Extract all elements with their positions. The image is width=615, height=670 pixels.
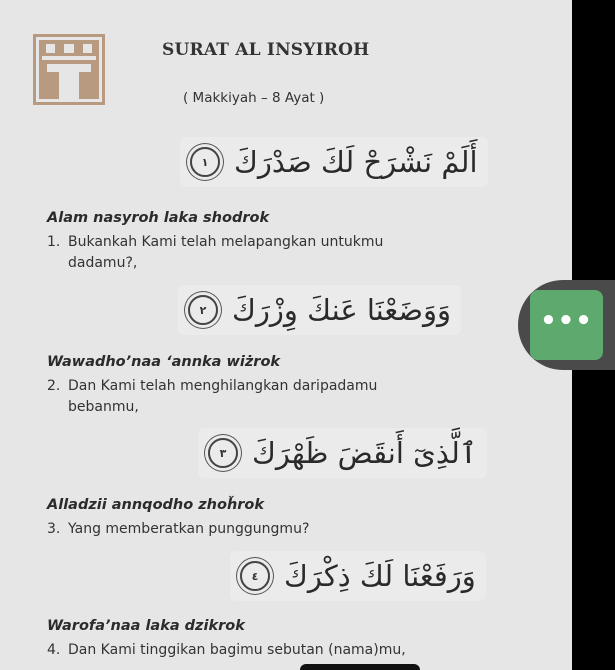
translation (47, 519, 463, 540)
arabic-verse (198, 428, 487, 478)
ayah-end-icon: ٤ (240, 561, 270, 591)
home-indicator[interactable] (300, 664, 420, 670)
translation-line: Bukankah Kami telah melapangkan untukmu (68, 234, 384, 250)
translation-line: bebanmu, (68, 399, 139, 415)
arabic-text: أَلَمْ نَشْرَحْ لَكَ صَدْرَكَ (234, 145, 478, 179)
page-title: SURAT AL INSYIROH (162, 40, 370, 60)
more-options-button[interactable] (530, 290, 603, 360)
verse-number: 4. (47, 642, 61, 658)
translation (47, 232, 463, 274)
arabic-verse (178, 285, 461, 335)
verse-number: 2. (47, 378, 61, 394)
ayah-end-icon: ٣ (208, 438, 238, 468)
more-dots-icon: ••• (540, 306, 593, 336)
translation-line: Dan Kami tinggikan bagimu sebutan (nama)mu, (68, 642, 406, 658)
surah-subtitle: ( Makkiyah – 8 Ayat ) (183, 90, 325, 106)
ayah-end-icon: ١ (190, 147, 220, 177)
translation-line: Dan Kami telah menghilangkan daripadamu (68, 378, 378, 394)
arabic-verse (180, 137, 488, 187)
translation (47, 640, 463, 661)
arabic-text: وَرَفَعْنَا لَكَ ذِكْرَكَ (284, 559, 476, 593)
translation-line: Yang memberatkan punggungmu? (68, 521, 310, 537)
arabic-text: ٱلَّذِىٓ أَنقَضَ ظَهْرَكَ (252, 436, 477, 470)
logo-icon (33, 34, 105, 105)
ayah-end-icon: ٢ (188, 295, 218, 325)
arabic-verse (230, 551, 486, 601)
translation-line: dadamu?, (68, 255, 138, 271)
latin-transliteration: Wawadho’naa ‘annka wiżrok (47, 354, 281, 370)
verse-number: 1. (47, 234, 61, 250)
translation (47, 376, 463, 418)
verse-number: 3. (47, 521, 61, 537)
latin-transliteration: Alam nasyroh laka shodrok (47, 210, 270, 226)
arabic-text: وَوَضَعْنَا عَنكَ وِزْرَكَ (232, 293, 452, 327)
latin-transliteration: Alladzii annqodho zhoȟrok (47, 497, 265, 513)
latin-transliteration: Warofa’naa laka dzikrok (47, 618, 245, 634)
